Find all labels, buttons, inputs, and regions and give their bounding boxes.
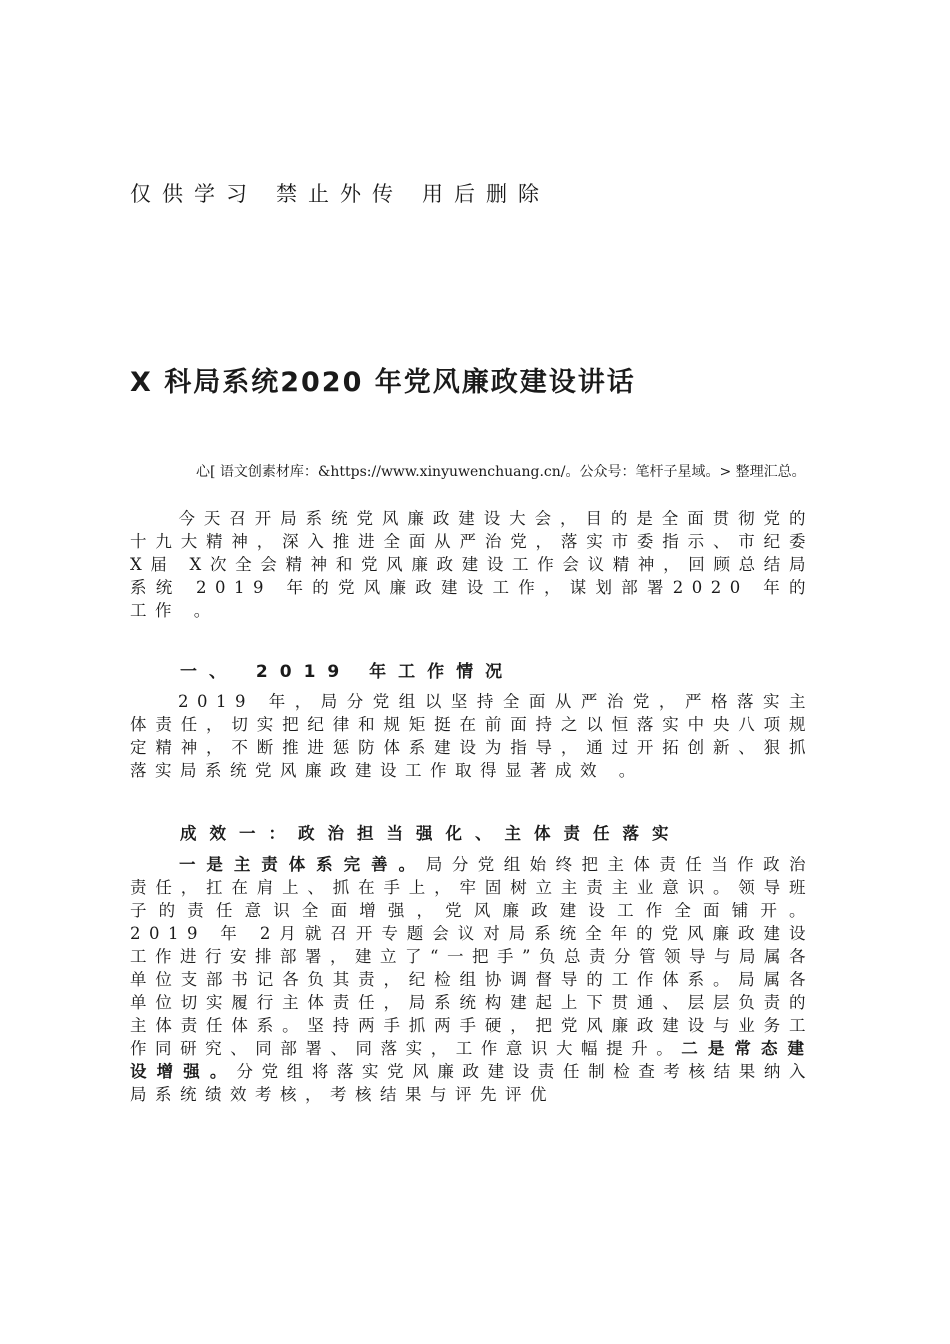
lead-point-1: 一是主责体系完善。 — [178, 855, 426, 874]
source-line — [130, 460, 830, 484]
lead-point-2: 二是常态建设增强。 — [130, 1039, 815, 1081]
document-title: X 科局系统2020 年党风廉政建设讲话 — [130, 367, 636, 398]
source-text: 心[ 语文创素材库：&https://www.xinyuwenchuang.cn/。公众号：笔杆子星域。> 整理汇总。 — [196, 464, 806, 480]
subsection-paragraph — [130, 853, 814, 1106]
point-2-text: 分党组将落实党风廉政建设责任制检查考核结果纳入局系统绩效考核，考核结果与评先评优 — [130, 1062, 815, 1104]
notice-study-only: 仅供学习 — [130, 182, 258, 206]
section1-paragraph — [130, 690, 814, 782]
subsection-heading: 成效一：政治担当强化、主体责任落实 — [180, 824, 682, 843]
notice-banner — [130, 178, 550, 208]
section-heading-1: 一、 2019 年工作情况 — [180, 662, 515, 682]
notice-delete-after-use: 用后删除 — [422, 182, 550, 206]
intro-paragraph — [130, 507, 814, 622]
point-1-text: 局分党组始终把主体责任当作政治责任，扛在肩上、抓在手上，牢固树立主责主业意识。领导班子的责任意识全面增强，党风廉政建设工作全面铺开。 2019 年 2月就召开专题会议对局系统全年的党风廉政建设工作进行安排部署，建立了“一把手”负总责分管领导与局属各单位支部书记各负其责，纪检组协调督导的工作体系。局属各单位切实履行主体责任，局系统构建起上下贯通、层层负责的主体责任体系。坚持两手抓两手硬，把党风廉政建设与业务工作同研究、同部署、同落实，工作意识大幅提升。 — [130, 855, 814, 1058]
section1-text: 2019 年，局分党组以坚持全面从严治党，严格落实主体责任，切实把纪律和规矩挺在前面持之以恒落实中央八项规定精神，不断推进惩防体系建设为指导，通过开拓创新、狠抓落实局系统党风廉政建设工作取得显著成效 。 — [130, 692, 814, 780]
notice-no-distribution: 禁止外传 — [276, 182, 404, 206]
intro-text: 今天召开局系统党风廉政建设大会，目的是全面贯彻党的十九大精神，深入推进全面从严治党，落实市委指示、市纪委 X届 X次全会精神和党风廉政建设工作会议精神，回顾总结局系统 2019 年的党风廉政建设工作，谋划部署2020 年的工作 。 — [130, 509, 814, 620]
